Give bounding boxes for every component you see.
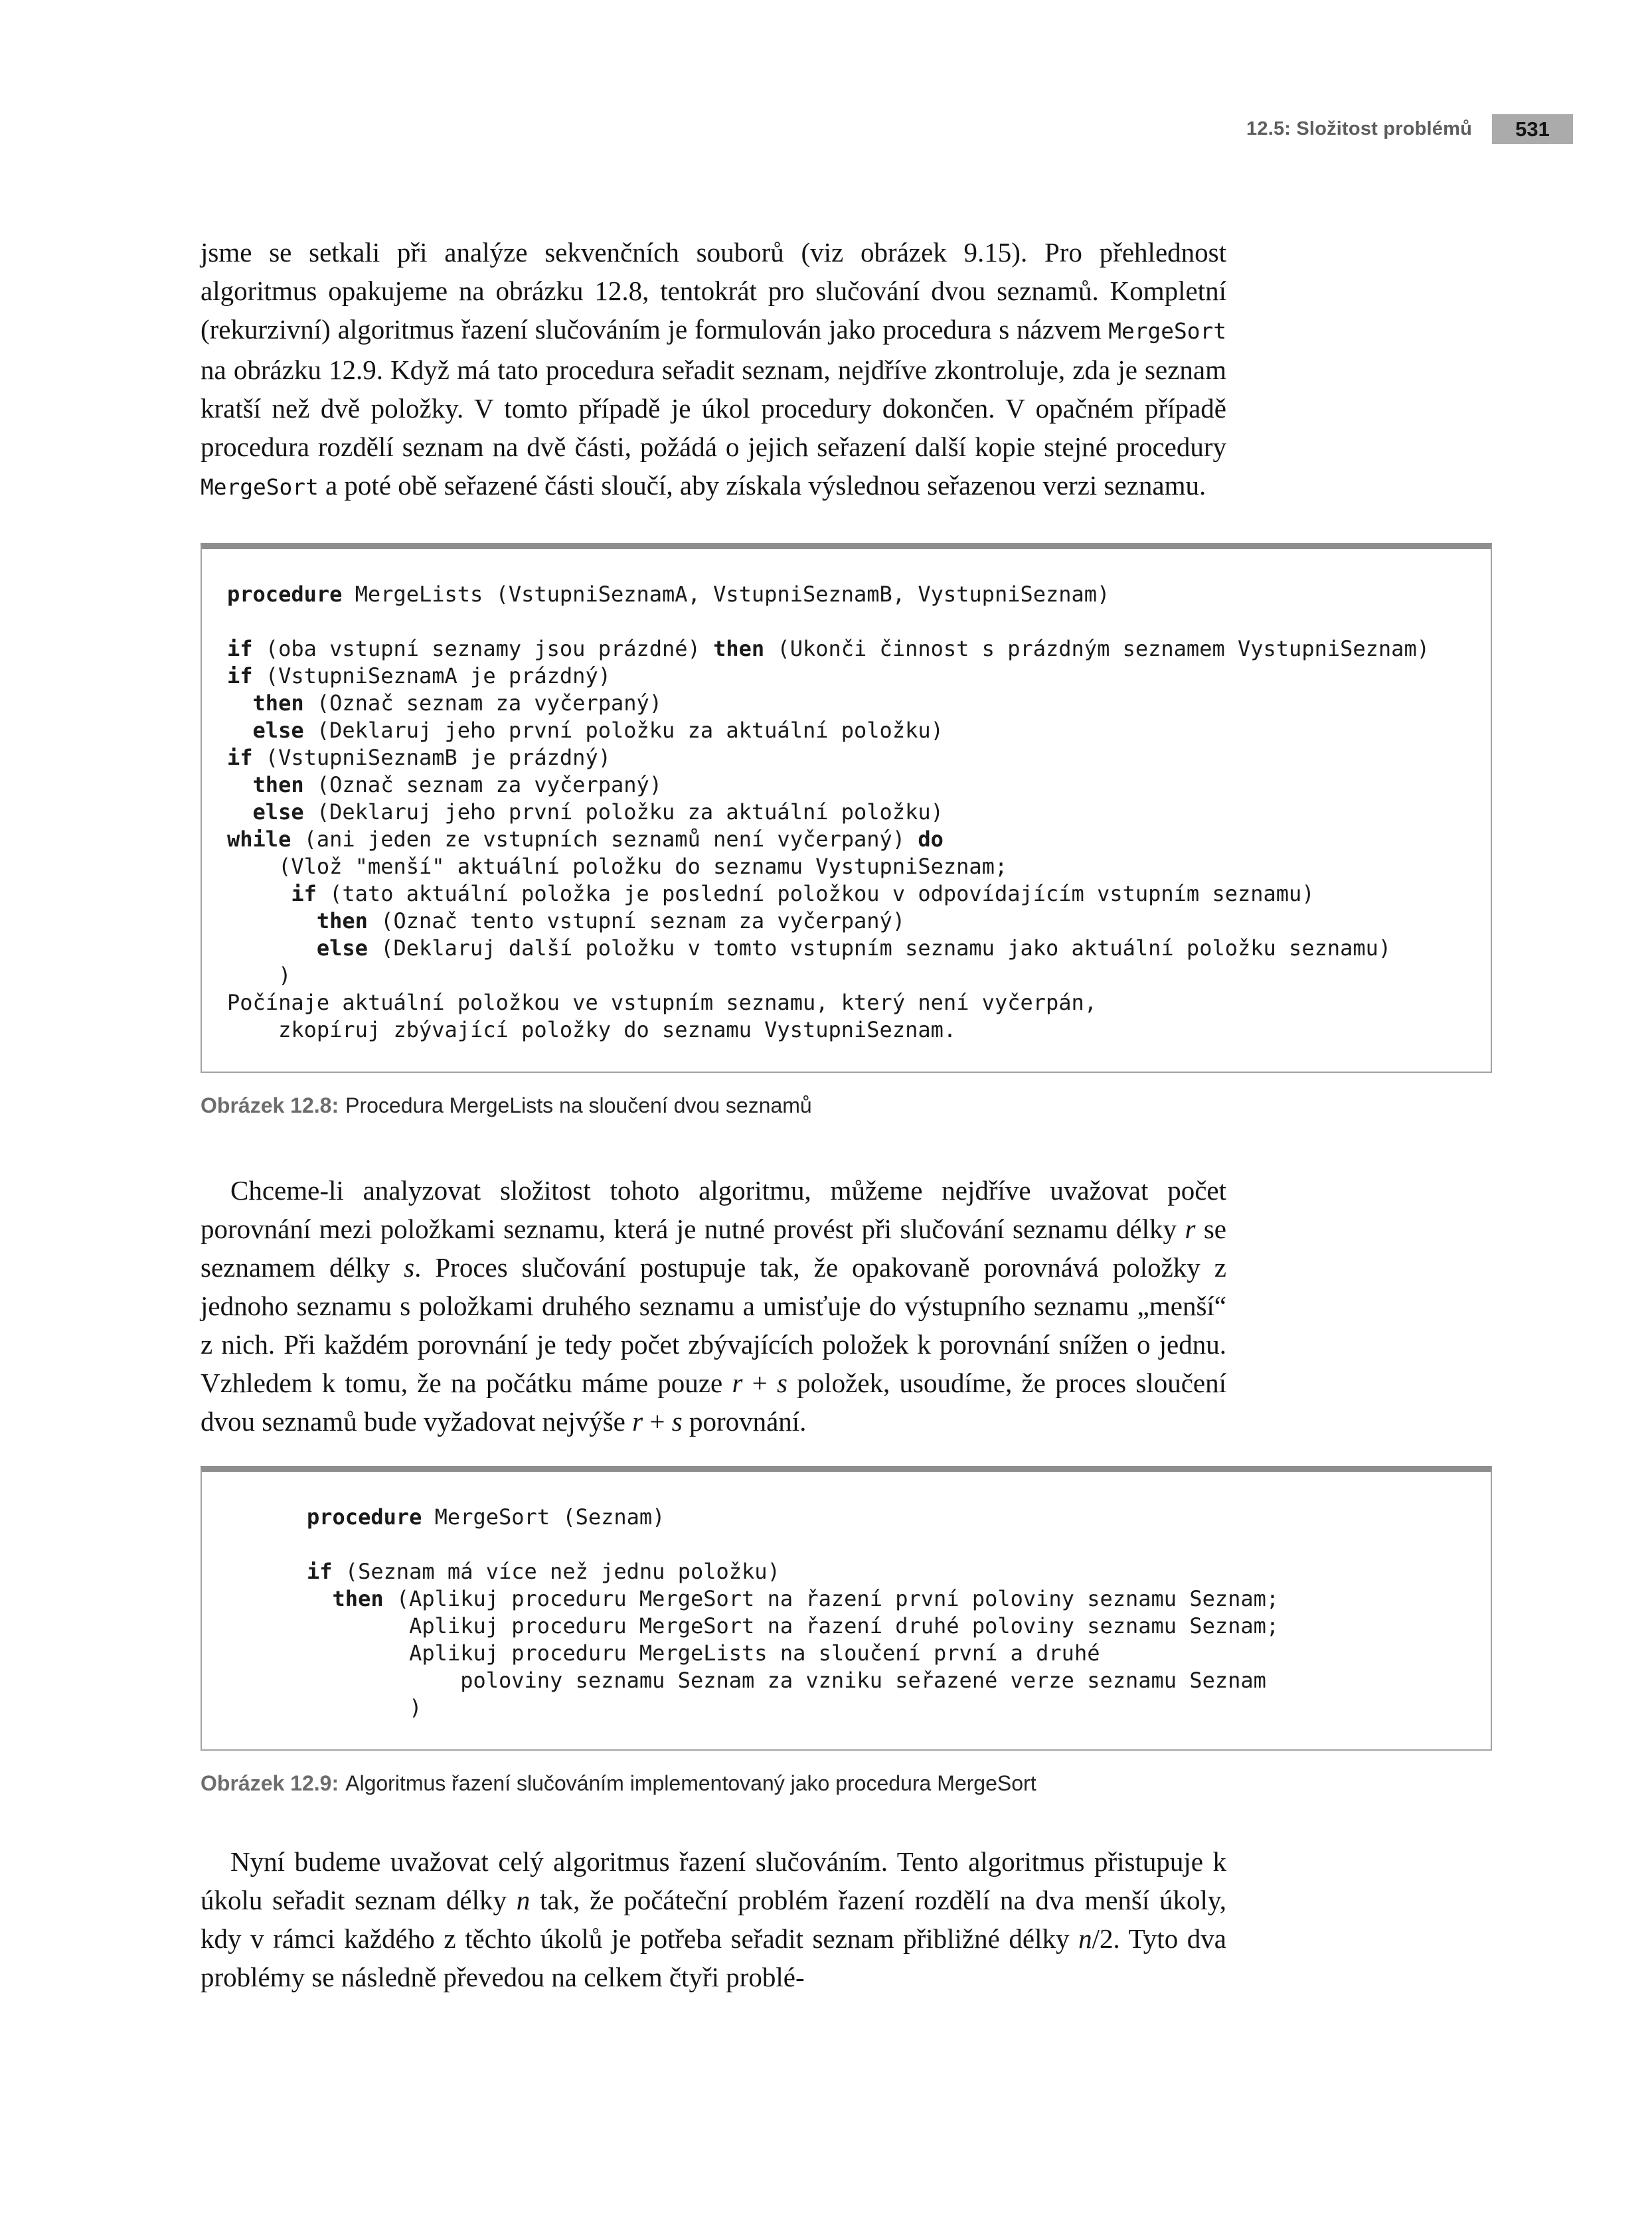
code-figure-mergelists: procedure MergeLists (VstupniSeznamA, VstupniSeznamB, VystupniSeznam) if (oba vstupní seznamy jsou prázdné) then (Ukonči činnost s prázdným seznamem VystupniSeznam) if (VstupniSeznamA je prázdný) then (Označ seznam za vyčerpaný) else (Deklaruj jeho první položku za aktuální položku) if (VstupniSeznamB je prázdný) then (Označ seznam za vyčerpaný) else (Deklaruj jeho první položku za aktuální položku) while (ani jeden ze vstupních seznamů není vyčerpaný) do (Vlož "menší" aktuální položku do seznamu VystupniSeznam; if (tato aktuální položka je poslední položkou v odpovídajícím vstupním seznamu) then (Označ tento vstupní seznam za vyčerpaný) else (Deklaruj další položku v tomto vstupním seznamu jako aktuální položku seznamu) ) Počínaje aktuální položkou ve vstupním seznamu, který není vyčerpán, zkopíruj zbývající položky do seznamu VystupniSeznam. — [201, 543, 1492, 1073]
page-number-badge — [1492, 114, 1573, 144]
figure-caption-12-9 — [201, 1771, 1492, 1796]
section-label: 12.5: Složitost problémů — [1246, 118, 1472, 139]
running-head — [0, 114, 1573, 144]
body-paragraph-1: jsme se setkali při analýze sekvenčních souborů (viz obrázek 9.15). Pro přehlednost algoritmus opakujeme na obrázku 12.8, tentokrát pro slučování dvou seznamů. Kompletní (rekurzivní) algoritmus řazení slučováním je formulován jako procedura s názvem MergeSort na obrázku 12.9. Když má tato procedura seřadit seznam, nejdříve zkontroluje, zda je seznam kratší než dvě položky. V tomto případě je úkol procedury dokončen. V opačném případě procedura rozdělí seznam na dvě části, požádá o jejich seřazení další kopie stejné procedury MergeSort a poté obě seřazené části sloučí, aby získala výslednou seřazenou verzi seznamu. — [201, 237, 1226, 501]
figure-caption-text: Procedura MergeLists na sloučení dvou seznamů — [345, 1093, 812, 1117]
page-content — [201, 233, 1492, 1996]
figure-caption-12-8 — [201, 1093, 1492, 1118]
body-paragraph-3: Nyní budeme uvažovat celý algoritmus řazení slučováním. Tento algoritmus přistupuje k úkolu seřadit seznam délky n tak, že počáteční problém řazení rozdělí na dva menší úkoly, kdy v rámci každého z těchto úkolů je potřeba seřadit seznam přibližné délky n/2. Tyto dva problémy se následně převedou na celkem čtyři problé- — [201, 1846, 1227, 1992]
figure-caption-label: Obrázek 12.9: — [201, 1771, 339, 1795]
body-paragraph-2: Chceme-li analyzovat složitost tohoto algoritmu, můžeme nejdříve uvažovat počet porovnání mezi položkami seznamu, která je nutné provést při slučování seznamu délky r se seznamem délky s. Proces slučování postupuje tak, že opakovaně porovnává položky z jednoho seznamu s položkami druhého seznamu a umisťuje do výstupního seznamu „menší“ z nich. Při každém porovnání je tedy počet zbývajících položek k porovnání snížen o jednu. Vzhledem k tomu, že na počátku máme pouze r + s položek, usoudíme, že proces sloučení dvou seznamů bude vyžadovat nejvýše r + s porovnání. — [201, 1175, 1226, 1437]
figure-caption-label: Obrázek 12.8: — [201, 1093, 339, 1117]
page-number: 531 — [1515, 117, 1550, 141]
code-figure-mergesort: procedure MergeSort (Seznam) if (Seznam má více než jednu položku) then (Aplikuj proceduru MergeSort na řazení první poloviny seznamu Seznam; Aplikuj proceduru MergeSort na řazení druhé poloviny seznamu Seznam; Aplikuj proceduru MergeLists na sloučení první a druhé poloviny seznamu Seznam za vzniku seřazené verze seznamu Seznam ) — [201, 1466, 1492, 1751]
figure-caption-text: Algoritmus řazení slučováním implementovaný jako procedura MergeSort — [345, 1771, 1036, 1795]
